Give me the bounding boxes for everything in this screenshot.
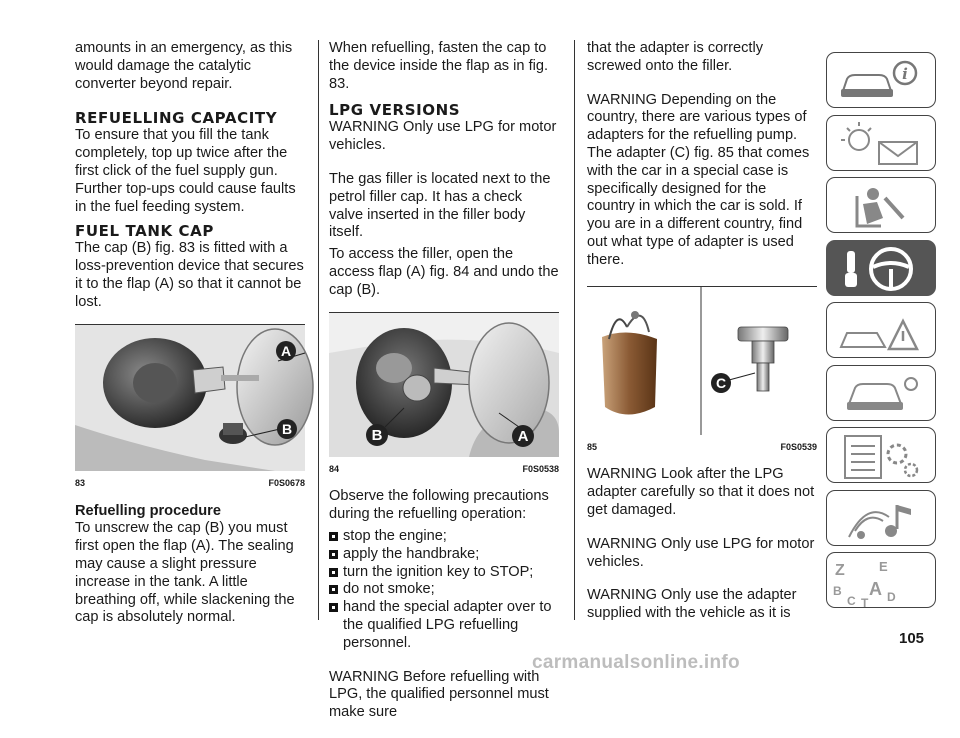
figure-84-caption: [329, 461, 559, 479]
tab-index[interactable]: [826, 552, 936, 608]
checkbox-bullet-icon: [329, 568, 338, 577]
tab-car-info[interactable]: [826, 52, 936, 108]
col2-paragraph-3: To access the filler, open the access flap (A) fig. 84 and undo the cap (B).: [329, 246, 559, 298]
col2-paragraph-4: Observe the following precautions during the refuelling operation:: [329, 488, 549, 523]
col2-warning-1: WARNING Only use LPG for motor vehicles.: [329, 119, 557, 154]
svg-text:E: E: [879, 559, 888, 574]
checkbox-bullet-icon: [329, 532, 338, 541]
column-divider-2: [574, 40, 575, 620]
col3-paragraph-1: that the adapter is correctly screwed onto the filler.: [587, 40, 764, 74]
heading-fuel-tank-cap: FUEL TANK CAP: [75, 222, 214, 241]
column-divider-1: [318, 40, 319, 620]
tab-emergency[interactable]: [826, 302, 936, 358]
figure-85: [587, 286, 817, 435]
heading-refuelling-capacity: REFUELLING CAPACITY: [75, 109, 278, 128]
svg-text:i: i: [902, 65, 908, 83]
tab-maintenance[interactable]: [826, 365, 936, 421]
callout-a-label: A: [280, 342, 292, 359]
chapter-tabs: [826, 52, 936, 615]
figure-83: [75, 324, 305, 471]
tab-multimedia[interactable]: [826, 490, 936, 546]
refuelling-procedure-text: To unscrew the cap (B) you must first open the flap (A). The sealing may cause a slight pressure increase in the tank. A little breathing off, while slackening the cap is absolutely normal.: [75, 520, 295, 626]
callout-b-label: B: [281, 420, 293, 437]
figure-84-number: 84: [329, 463, 340, 474]
callout-a-label: A: [517, 427, 529, 445]
figure-85-number: 85: [587, 441, 598, 452]
svg-text:T: T: [861, 596, 869, 610]
col3-warning-3: WARNING Only use LPG for motor vehicles.: [587, 535, 815, 570]
checkbox-bullet-icon: [329, 550, 338, 559]
col2-paragraph-1: When refuelling, fasten the cap to the device inside the flap as in fig. 83.: [329, 40, 549, 92]
list-item: apply the handbrake;: [329, 546, 559, 564]
figure-83-code: F0S0678: [268, 477, 305, 488]
page-number: 105: [899, 630, 925, 647]
tab-technical-data[interactable]: [826, 427, 936, 483]
intro-text: amounts in an emergency, as this would damage the catalytic converter beyond repair.: [75, 40, 293, 92]
column-3: [587, 40, 817, 639]
tab-starting-driving[interactable]: [826, 240, 936, 296]
svg-text:Z: Z: [835, 562, 845, 579]
precautions-list: [329, 528, 559, 653]
watermark-text: carmanualsonline.info: [532, 652, 740, 673]
tab-safety[interactable]: [826, 177, 936, 233]
figure-85-code: F0S0539: [780, 441, 817, 452]
col3-warning-4: WARNING Only use the adapter supplied with the vehicle as it is: [587, 587, 797, 622]
car-info-icon: [827, 53, 937, 109]
warning-triangle-car-icon: [827, 303, 937, 359]
lights-message-icon: [827, 116, 937, 172]
list-item: hand the special adapter over to the qualified LPG refuelling personnel.: [329, 599, 559, 652]
col3-warning-1: WARNING Depending on the country, there are various types of adapters for the refuelling pump. The adapter (C) fig. 85 that comes with the car in a special case is specifically designed for the country in which the car is sold. If you are in a different country, find out what type of adapter is used there.: [587, 91, 810, 268]
col2-paragraph-2: The gas filler is located next to the petrol filler cap. It has a check valve inserted in the filler body itself.: [329, 170, 551, 241]
key-steering-wheel-icon: [827, 241, 937, 297]
airbag-seat-icon: [827, 178, 937, 234]
callout-c-label: C: [715, 374, 727, 391]
alphabetical-index-icon: [827, 553, 937, 609]
svg-text:D: D: [887, 590, 896, 604]
svg-text:B: B: [833, 584, 842, 598]
specs-gears-icon: [827, 428, 937, 484]
list-item: stop the engine;: [329, 528, 559, 546]
svg-text:A: A: [869, 579, 882, 599]
fuel-tank-cap-text: The cap (B) fig. 83 is fitted with a loss-prevention device that secures it to the flap (A) so that it cannot be lost.: [75, 240, 304, 310]
tab-lights-messages[interactable]: [826, 115, 936, 171]
refuelling-capacity-text: To ensure that you fill the tank completely, top up twice after the first click of the fuel supply gun. Further top-ups could cause faults in the fuel feeding system.: [75, 127, 296, 215]
column-1: [75, 40, 305, 643]
multimedia-icon: [827, 491, 937, 547]
fuel-cap-illustration: [75, 325, 305, 471]
lpg-adapter-illustration: [587, 287, 817, 435]
list-item: do not smoke;: [329, 581, 559, 599]
col3-warning-2: WARNING Look after the LPG adapter carefully so that it does not get damaged.: [587, 466, 815, 518]
callout-b-label: B: [371, 426, 383, 444]
figure-83-caption: [75, 475, 305, 493]
heading-refuelling-procedure: Refuelling procedure: [75, 503, 221, 520]
checkbox-bullet-icon: [329, 603, 338, 612]
figure-85-caption: [587, 439, 817, 457]
car-service-icon: [827, 366, 937, 422]
figure-84: [329, 312, 559, 457]
figure-84-code: F0S0538: [522, 463, 559, 474]
heading-lpg-versions: LPG VERSIONS: [329, 101, 461, 120]
lpg-filler-illustration: [329, 313, 559, 457]
list-item: turn the ignition key to STOP;: [329, 564, 559, 582]
column-2: [329, 40, 559, 738]
svg-text:C: C: [847, 594, 856, 608]
figure-83-number: 83: [75, 477, 86, 488]
checkbox-bullet-icon: [329, 585, 338, 594]
col2-warning-2: WARNING Before refuelling with LPG, the qualified personnel must make sure: [329, 668, 549, 721]
